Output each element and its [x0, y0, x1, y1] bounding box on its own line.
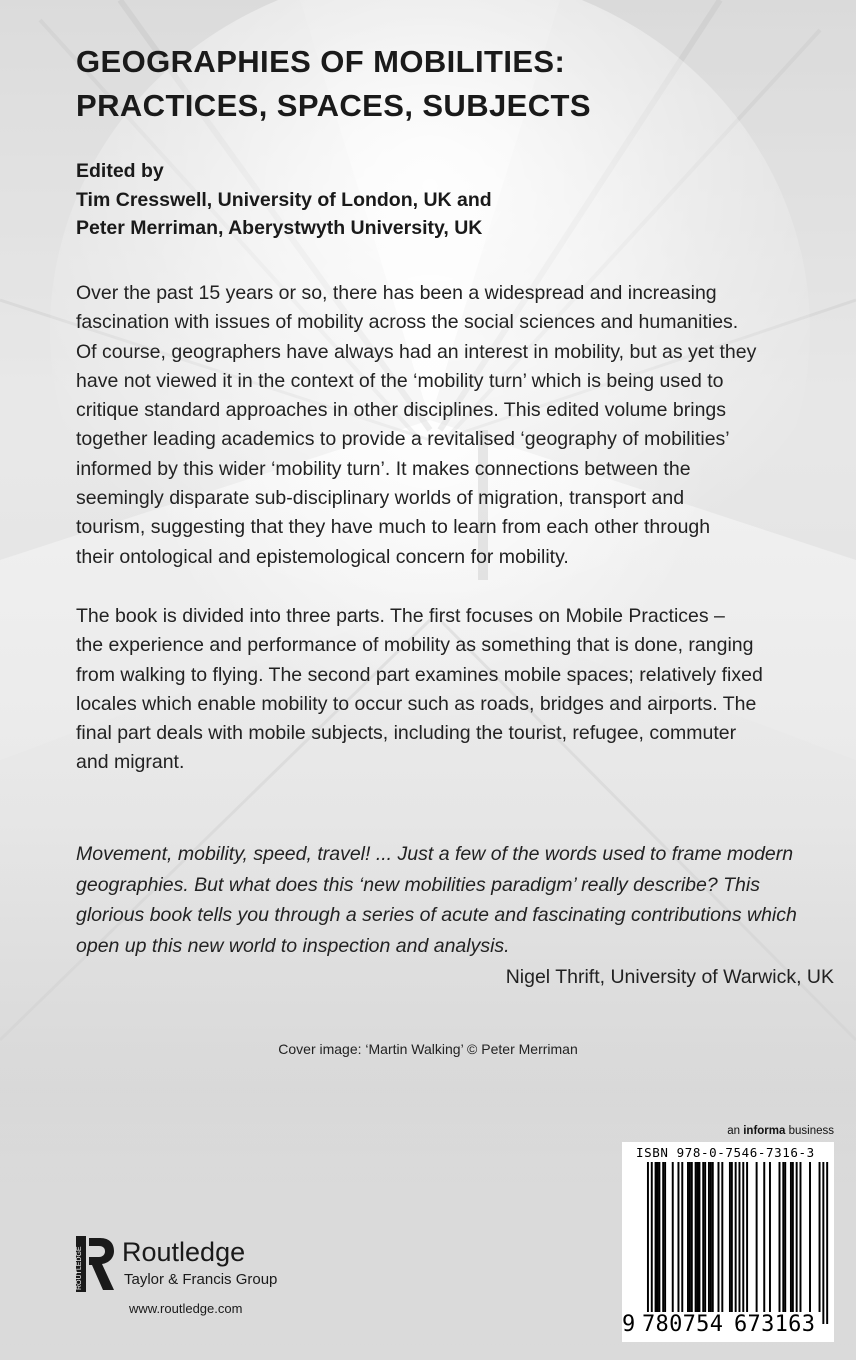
barcode-bar [742, 1162, 744, 1312]
quote-line: Movement, mobility, speed, travel! ... Just a few of the words used to frame modern [76, 843, 794, 865]
barcode-bar [689, 1162, 691, 1312]
text-line: Over the past 15 years or so, there has been a widespread and increasing [76, 282, 717, 304]
publisher-website: www.routledge.com [129, 1301, 243, 1316]
barcode-bar [658, 1162, 660, 1312]
text-line: and migrant. [76, 751, 185, 774]
ean-group-1: 780754 [642, 1312, 724, 1337]
informa-suffix: business [788, 1125, 834, 1137]
routledge-logo-icon [76, 1234, 116, 1294]
barcode-bar [647, 1162, 649, 1324]
informa-business-tagline [727, 1125, 834, 1137]
informa-prefix: an [727, 1125, 741, 1137]
barcode-bar [735, 1162, 737, 1324]
barcode-bar [712, 1162, 714, 1312]
barcode-bar [729, 1162, 731, 1312]
text-line: Of course, geographers have always had an interest in mobility, but as yet they [76, 340, 757, 363]
barcode-bar [718, 1162, 720, 1312]
barcode-bar [695, 1162, 697, 1312]
text-line: from walking to flying. The second part examines mobile spaces; relatively fixed [76, 663, 763, 686]
barcode-bar [691, 1162, 693, 1312]
barcode-bar [738, 1162, 740, 1324]
barcode-bar [822, 1162, 824, 1324]
text-line: their ontological and epistemological concern for mobility. [76, 545, 569, 568]
barcode-bar [708, 1162, 710, 1312]
barcode-bar [677, 1162, 679, 1312]
isbn-number: ISBN 978-0-7546-7316-3 [636, 1145, 815, 1160]
barcode-bar [731, 1162, 733, 1312]
editor-1: Tim Cresswell, University of London, UK and [76, 188, 492, 211]
text-line: the experience and performance of mobility as something that is done, ranging [76, 634, 754, 657]
book-title [76, 40, 796, 128]
barcode-bar [756, 1162, 758, 1312]
barcode-bar [746, 1162, 748, 1312]
barcode-bar [664, 1162, 666, 1312]
cover-image-credit: Cover image: ‘Martin Walking’ © Peter Merriman [278, 1041, 578, 1057]
text-line: fascination with issues of mobility across the social sciences and humanities. [76, 311, 739, 334]
publisher-block [76, 1234, 336, 1294]
barcode-bars [626, 1162, 830, 1324]
editors-block [76, 157, 796, 243]
barcode-bar [651, 1162, 653, 1324]
barcode-bar [792, 1162, 794, 1312]
barcode-bar [790, 1162, 792, 1312]
svg-text:ROUTLEDGE: ROUTLEDGE [76, 1246, 83, 1290]
barcode-bar [809, 1162, 811, 1312]
publisher-group: Taylor & Francis Group [124, 1271, 278, 1288]
description-paragraph-2 [76, 602, 836, 778]
text-line: informed by this wider ‘mobility turn’. It makes connections between the [76, 457, 691, 480]
text-line: tourism, suggesting that they have much to learn from each other through [76, 516, 711, 539]
barcode-bar [819, 1162, 821, 1312]
text-line: critique standard approaches in other disciplines. This edited volume brings [76, 399, 727, 422]
barcode-bar [721, 1162, 723, 1312]
text-line: seemingly disparate sub-disciplinary worlds of migration, transport and [76, 487, 685, 510]
isbn-barcode [622, 1142, 834, 1342]
text-line: The book is divided into three parts. The first focuses on Mobile Practices – [76, 605, 725, 627]
text-line: together leading academics to provide a revitalised ‘geography of mobilities’ [76, 428, 730, 451]
ean-group-2: 673163 [734, 1312, 816, 1337]
editor-2: Peter Merriman, Aberystwyth University, UK [76, 217, 483, 239]
barcode-bar [698, 1162, 700, 1312]
barcode-bar [784, 1162, 786, 1312]
barcode-bar [687, 1162, 689, 1312]
barcode-bar [779, 1162, 781, 1312]
barcode-bar [704, 1162, 706, 1312]
text-line: final part deals with mobile subjects, including the tourist, refugee, commuter [76, 722, 737, 745]
book-title-line-2: PRACTICES, SPACES, SUBJECTS [76, 88, 591, 123]
barcode-bar [702, 1162, 704, 1312]
endorsement-quote [76, 839, 836, 961]
barcode-bar [782, 1162, 784, 1312]
barcode-bar [769, 1162, 771, 1312]
barcode-bar [697, 1162, 699, 1312]
barcode-bar [800, 1162, 802, 1312]
informa-brand: informa [743, 1125, 786, 1137]
ean-first-digit: 9 [622, 1312, 636, 1337]
barcode-bar [662, 1162, 664, 1312]
edited-by-label: Edited by [76, 160, 164, 182]
quote-line: open up this new world to inspection and analysis. [76, 934, 510, 957]
barcode-bar [672, 1162, 674, 1312]
book-title-line-1: GEOGRAPHIES OF MOBILITIES: [76, 44, 566, 79]
barcode-bar [826, 1162, 828, 1324]
description-paragraph-1 [76, 279, 836, 572]
text-line: have not viewed it in the context of the ‘mobility turn’ which is being used to [76, 369, 724, 392]
barcode-bar [681, 1162, 683, 1312]
barcode-bar [655, 1162, 657, 1312]
text-line: locales which enable mobility to occur such as roads, bridges and airports. The [76, 692, 757, 715]
quote-line: glorious book tells you through a series of acute and fascinating contributions which [76, 904, 797, 926]
barcode-bar [763, 1162, 765, 1312]
endorsement-attribution: Nigel Thrift, University of Warwick, UK [505, 966, 834, 988]
barcode-bar [796, 1162, 798, 1312]
barcode-bar [657, 1162, 659, 1312]
barcode-bar [710, 1162, 712, 1312]
publisher-name: Routledge [122, 1237, 246, 1267]
quote-line: geographies. But what does this ‘new mobilities paradigm’ really describe? This [76, 873, 760, 896]
